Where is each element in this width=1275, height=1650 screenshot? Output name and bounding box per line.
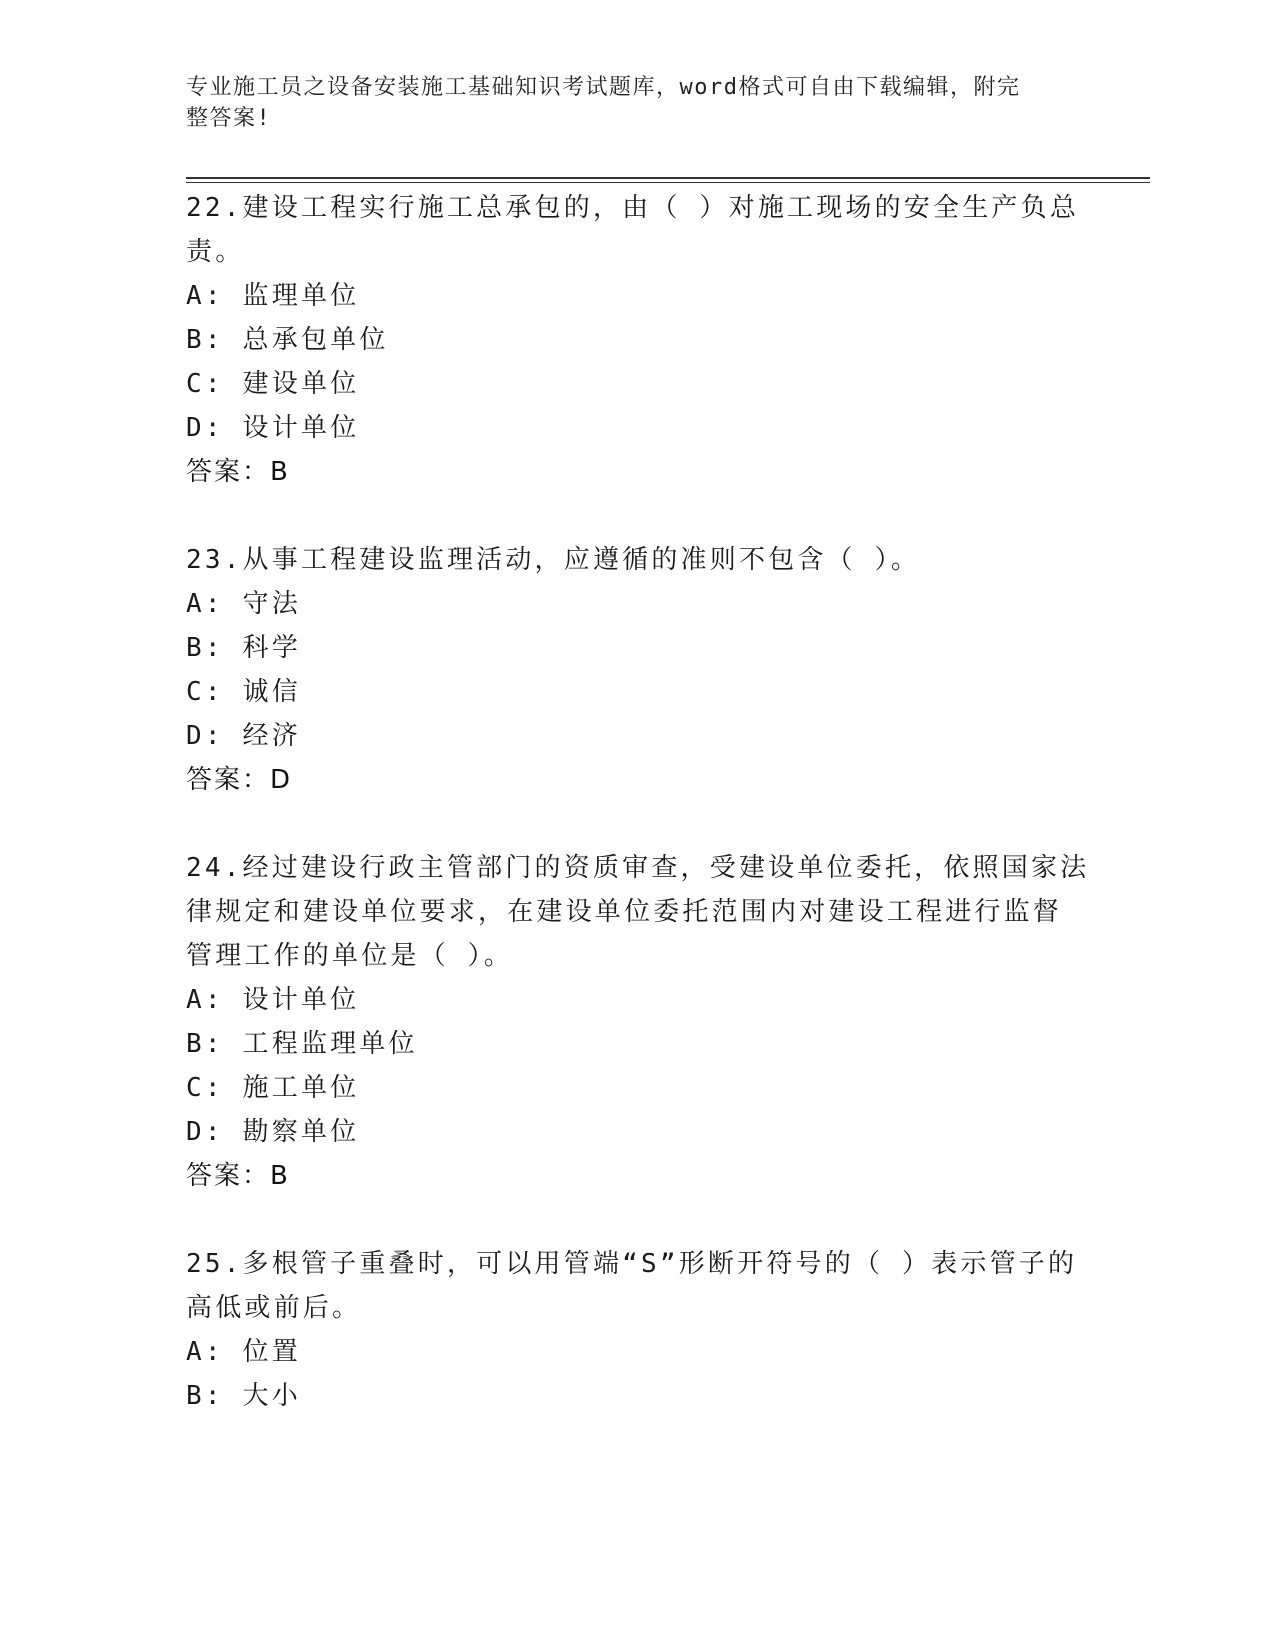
question-24-option-a: A: 设计单位 xyxy=(186,985,360,1015)
question-23-stem-line-1: 23.从事工程建设监理活动，应遵循的准则不包含（ ）。 xyxy=(186,545,921,575)
question-22-option-c: C: 建设单位 xyxy=(186,369,360,399)
header-divider-thin xyxy=(186,182,1150,183)
document-header xyxy=(186,72,1066,134)
question-22-answer: 答案：B xyxy=(186,457,290,487)
question-22-option-a: A: 监理单位 xyxy=(186,281,360,311)
question-22-option-b: B: 总承包单位 xyxy=(186,325,389,355)
header-divider-thick xyxy=(186,177,1150,179)
question-24-stem-line-1: 24.经过建设行政主管部门的资质审查，受建设单位委托，依照国家法 xyxy=(186,853,1090,883)
question-22-stem-line-2: 责。 xyxy=(186,237,245,267)
question-25-stem-line-1: 25.多根管子重叠时，可以用管端“S”形断开符号的（ ）表示管子的 xyxy=(186,1249,1078,1279)
question-23-option-b: B: 科学 xyxy=(186,633,301,663)
question-23-option-d: D: 经济 xyxy=(186,721,301,751)
header-line-2: 整答案! xyxy=(186,106,272,131)
question-25-stem-line-2: 高低或前后。 xyxy=(186,1293,362,1323)
question-24-stem-line-3: 管理工作的单位是（ ）。 xyxy=(186,941,514,971)
question-25-option-a: A: 位置 xyxy=(186,1337,301,1367)
question-25-option-b: B: 大小 xyxy=(186,1381,301,1411)
header-line-1: 专业施工员之设备安装施工基础知识考试题库，word格式可自由下载编辑，附完 xyxy=(186,75,1021,100)
question-23-answer: 答案：D xyxy=(186,765,293,795)
question-24-answer: 答案：B xyxy=(186,1161,290,1191)
question-23-option-c: C: 诚信 xyxy=(186,677,301,707)
question-24-option-c: C: 施工单位 xyxy=(186,1073,360,1103)
question-22-stem-line-1: 22.建设工程实行施工总承包的，由（ ）对施工现场的安全生产负总 xyxy=(186,193,1080,223)
question-24-option-b: B: 工程监理单位 xyxy=(186,1029,418,1059)
question-22-option-d: D: 设计单位 xyxy=(186,413,360,443)
question-23-option-a: A: 守法 xyxy=(186,589,301,619)
question-24-option-d: D: 勘察单位 xyxy=(186,1117,360,1147)
question-24-stem-line-2: 律规定和建设单位要求，在建设单位委托范围内对建设工程进行监督 xyxy=(186,897,1063,927)
